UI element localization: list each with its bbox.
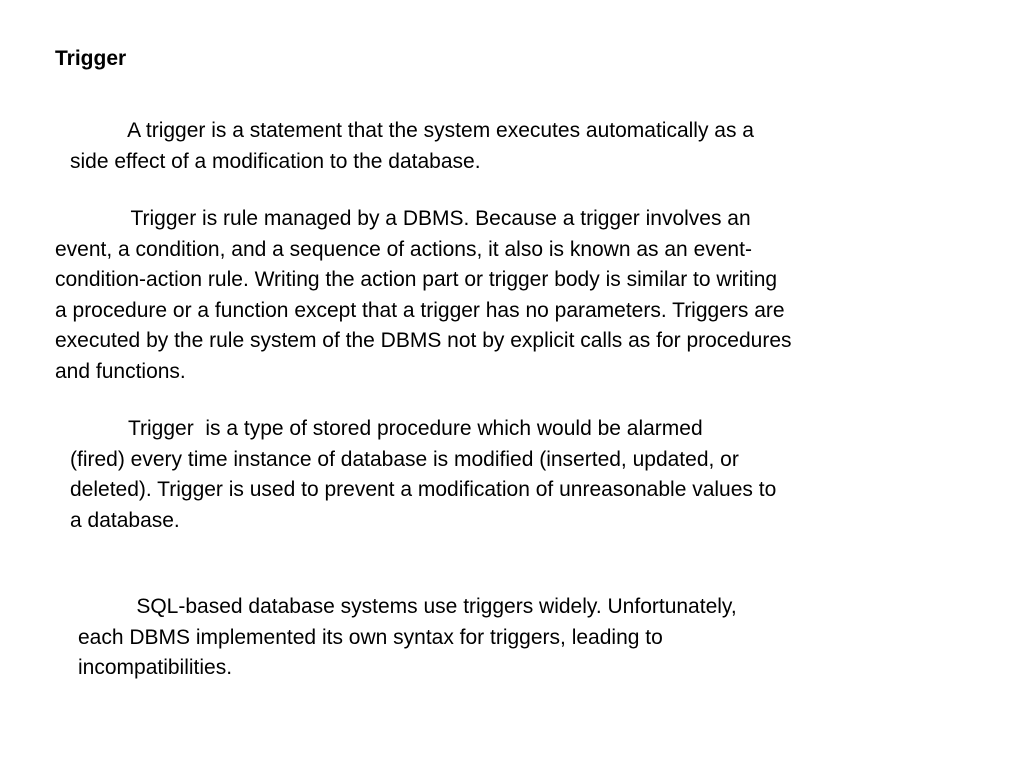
paragraph-line: deleted). Trigger is used to prevent a modification of unreasonable values to [70,478,777,501]
paragraph-line: side effect of a modification to the database. [70,149,481,173]
paragraph-line: executed by the rule system of the DBMS not by explicit calls as for procedures [55,329,792,352]
paragraph-line: Trigger is rule managed by a DBMS. Because a trigger involves an [55,207,751,230]
paragraph-line: incompatibilities. [78,656,233,679]
paragraph-line: condition-action rule. Writing the action part or trigger body is similar to writing [55,268,778,291]
paragraph-line: and functions. [55,359,186,383]
paragraph-line: a procedure or a function except that a trigger has no parameters. Triggers are [55,298,785,322]
paragraph-trigger-definition [70,116,754,177]
paragraph-line: each DBMS implemented its own syntax for triggers, leading to [78,625,663,649]
paragraph-line: a database. [70,508,180,532]
slide-title: Trigger [55,47,127,70]
paragraph-line: (fired) every time instance of database is modified (inserted, updated, or [70,447,739,471]
paragraph-line: A trigger is a statement that the system executes automatically as a [70,119,754,142]
paragraph-line: event, a condition, and a sequence of actions, it also is known as an event- [55,237,752,261]
paragraph-line: Trigger is a type of stored procedure which would be alarmed [70,417,703,440]
paragraph-line: SQL-based database systems use triggers widely. Unfortunately, [78,595,737,618]
paragraph-trigger-rule [55,204,792,387]
paragraph-sql-syntax [78,592,737,684]
paragraph-stored-procedure [70,414,776,536]
